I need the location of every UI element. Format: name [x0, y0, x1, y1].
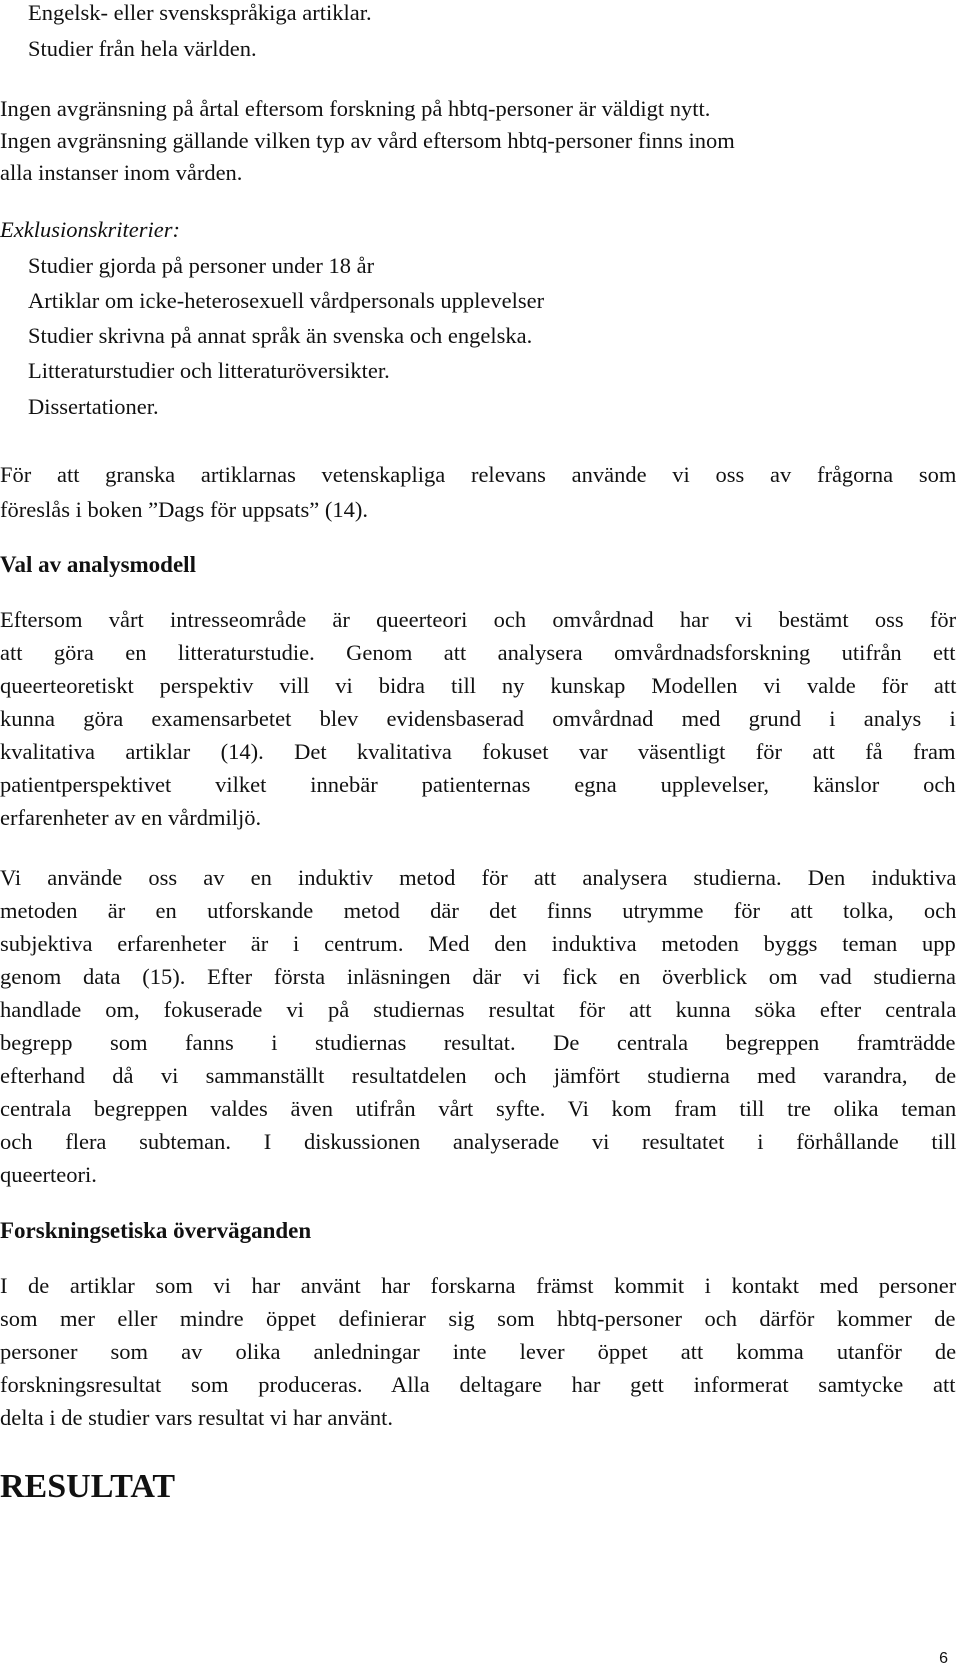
text-line-justified [0, 130, 956, 153]
exclusion-title: Exklusionskriterier: [0, 217, 180, 242]
text-line: Studier från hela världen. [28, 36, 257, 61]
text-line: Engelsk- eller svenskspråkiga artiklar. [28, 0, 372, 25]
text-line: Ingen avgränsning på årtal eftersom forskning på hbtq-personer är väldigt nytt. [0, 96, 711, 121]
text-line: Vi använde oss av en induktiv metod för att analysera studierna. Den induktiva [0, 865, 957, 890]
text-line: efterhand då vi sammanställt resultatdelen och jämfört studierna med varandra, de [0, 1063, 957, 1088]
text-line: forskningsresultat som produceras. Alla deltagare har gett informerat samtycke att [0, 1372, 956, 1397]
text-line: I de artiklar som vi har använt har forskarna främst kommit i kontakt med personer [0, 1273, 957, 1298]
exclusion-item: Artiklar om icke-heterosexuell vårdpersonals upplevelser [28, 288, 545, 313]
text-line: att göra en litteraturstudie. Genom att analysera omvårdnadsforskning utifrån ett [0, 640, 956, 665]
exclusion-item: Dissertationer. [28, 394, 159, 419]
text-line: För att granska artiklarnas vetenskapliga relevans använde vi oss av frågorna som [0, 462, 957, 487]
text-line: begrepp som fanns i studiernas resultat. De centrala begreppen framträdde [0, 1030, 956, 1055]
text-line: Eftersom vårt intresseområde är queerteori och omvårdnad har vi bestämt oss för [0, 607, 957, 632]
text-line: alla instanser inom vården. [0, 160, 243, 185]
text-line: Ingen avgränsning gällande vilken typ av vård eftersom hbtq-personer finns inom [0, 128, 735, 153]
text-line: föreslås i boken ”Dags för uppsats” (14). [0, 497, 369, 522]
text-line: genom data (15). Efter första inläsningen där vi fick en överblick om vad studierna [0, 964, 957, 989]
text-line: kvalitativa artiklar (14). Det kvalitativa fokuset var väsentligt för att få fram [0, 739, 956, 764]
result-heading: RESULTAT [0, 1468, 176, 1505]
exclusion-item: Litteraturstudier och litteraturöversikter. [28, 358, 390, 383]
section-heading-ethics: Forskningsetiska överväganden [0, 1218, 312, 1243]
text-line: queerteoretiskt perspektiv vill vi bidra till ny kunskap Modellen vi valde för att [0, 673, 957, 698]
text-line: erfarenheter av en vårdmiljö. [0, 805, 262, 830]
text-line: queerteori. [0, 1162, 97, 1187]
text-line: patientperspektivet vilket innebär patienternas egna upplevelser, känslor och [0, 772, 956, 797]
text-line: subjektiva erfarenheter är i centrum. Med den induktiva metoden byggs teman upp [0, 931, 956, 956]
exclusion-item: Studier skrivna på annat språk än svenska och engelska. [28, 323, 533, 348]
text-line: metoden är en utforskande metod där det finns utrymme för att tolka, och [0, 898, 957, 923]
page-number: 6 [939, 1650, 948, 1667]
exclusion-item: Studier gjorda på personer under 18 år [28, 253, 375, 278]
text-line: handlade om, fokuserade vi på studiernas resultat för att kunna söka efter centrala [0, 997, 957, 1022]
text-line: delta i de studier vars resultat vi har använt. [0, 1405, 393, 1430]
text-line: centrala begreppen valdes även utifrån vårt syfte. Vi kom fram till tre olika teman [0, 1096, 957, 1121]
section-heading-analysis: Val av analysmodell [0, 552, 196, 577]
text-line: kunna göra examensarbetet blev evidensbaserad omvårdnad med grund i analys i [0, 706, 956, 731]
text-line: och flera subteman. I diskussionen analyserade vi resultatet i förhållande till [0, 1129, 957, 1154]
text-line: personer som av olika anledningar inte lever öppet att komma utanför de [0, 1339, 957, 1364]
text-line: som mer eller mindre öppet definierar sig som hbtq-personer och därför kommer de [0, 1306, 956, 1331]
